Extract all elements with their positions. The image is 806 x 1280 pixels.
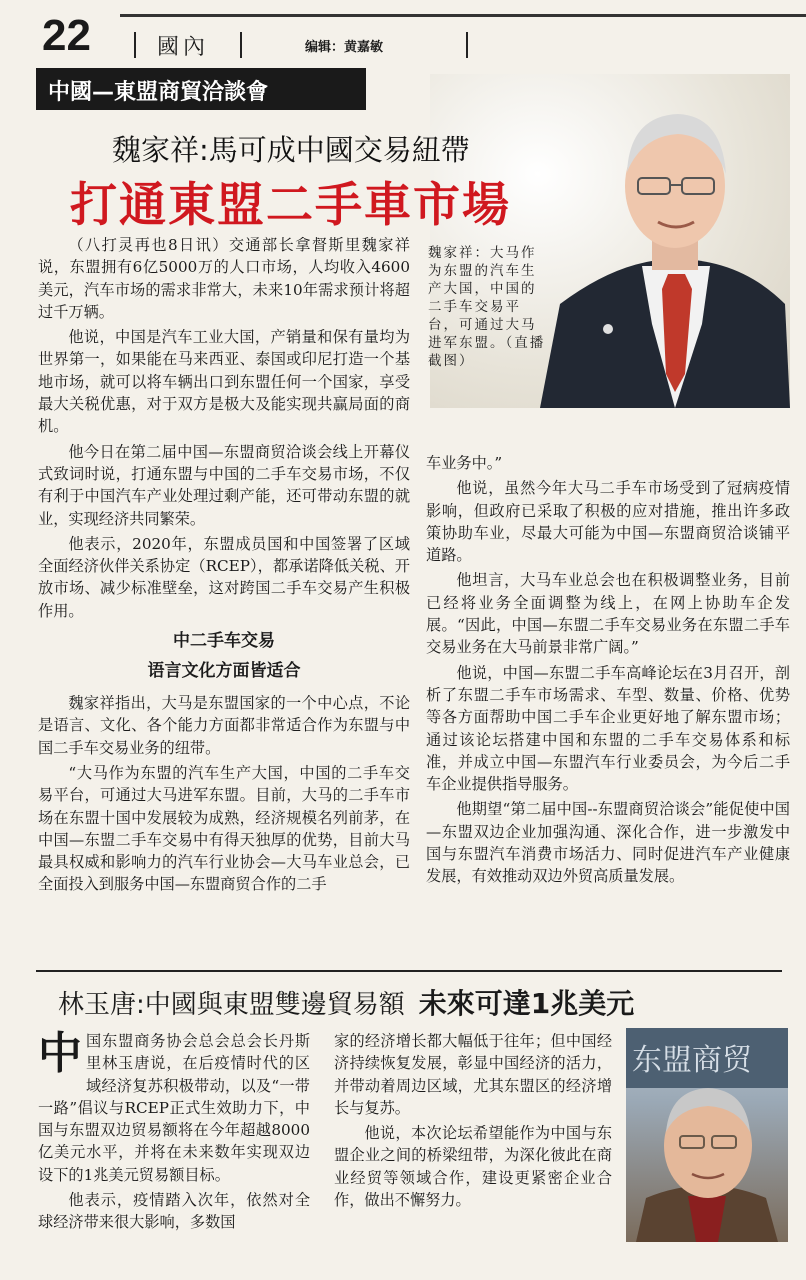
paragraph: 车业务中。” [426, 454, 503, 472]
divider [134, 32, 136, 58]
paragraph: 魏家祥指出，大马是东盟国家的一个中心点，不论是语言、文化、各个能力方面都非常适合作为东盟与中国二手车交易业务的纽带。 [38, 694, 410, 757]
article2-headline [58, 982, 634, 1022]
section-label: 國內 [157, 35, 210, 60]
paragraph: 他表示，2020年，东盟成员国和中国签署了区域全面经济伙伴关系协定（RCEP），都承诺降低关税、开放市场、减少标准壁垒，这对跨国二手车交易产生积极作用。 [38, 534, 410, 620]
article2-title-b: 未來可達1兆美元 [418, 987, 635, 1020]
paragraph-lead [38, 1030, 310, 1186]
paragraph: （八打灵再也8日讯）交通部长拿督斯里魏家祥说，东盟拥有6亿5000万的人口市场，人均收入4600美元，汽车市场的需求非常大，未来10年需求预计将超过千万辆。 [38, 236, 410, 321]
section-divider [36, 970, 782, 972]
page-number: 22 [42, 11, 91, 60]
divider [466, 32, 468, 58]
article2-column-2 [334, 1030, 612, 1214]
paragraph: 他说，中国是汽车工业大国，产销量和保有量均为世界第一，如果能在马来西亚、泰国或印尼打造一个基地市场，就可以将车辆出口到东盟任何一个国家，享受最大关税优惠，对于双方是极大及能实现共赢局面的商机。 [38, 328, 410, 436]
paragraph: 他期望“第二届中国--东盟商贸洽谈会”能促使中国—东盟双边企业加强沟通、深化合作，进一步激发中国与东盟汽车消费市场活力、同时促进汽车产业健康发展，有效推动双边外贸高质量发展。 [426, 800, 790, 886]
section-banner: 中國—東盟商貿洽談會 [36, 68, 366, 110]
article-subtitle: 魏家祥:馬可成中國交易紐帶 [112, 133, 470, 167]
paragraph: 他说，本次论坛希望能作为中国与东盟企业之间的桥梁纽带，为深化彼此在商业经贸等领域合作，建设更紧密企业合作，做出不懈努力。 [334, 1124, 612, 1210]
subhead-line-1: 中二手车交易 [173, 631, 275, 652]
speaker2-photo [626, 1028, 788, 1242]
paragraph: 他说，中国—东盟二手车高峰论坛在3月召开，剖析了东盟二手车市场需求、车型、数量、价格、优势等各方面帮助中国二手车企业更好地了解东盟市场；通过该论坛搭建中国和东盟的二手车交易体系和标准，并成立中国—东盟汽车行业委员会，为今后二手车企业提供指导服务。 [426, 663, 790, 794]
photo-caption: 魏家祥：大马作为东盟的汽车生产大国，中国的二手车交易平台，可通过大马进军东盟。（直播截图） [428, 245, 546, 369]
divider [240, 32, 242, 58]
paragraph: “大马作为东盟的汽车生产大国，中国的二手车交易平台，可通过大马进军东盟。目前，大马的二手车市场在东盟十国中发展较为成熟，经济规模名列前茅，在中国—东盟二手车交易中有得天独厚的优势，目前大马最具权威和影响力的汽车行业协会—大马车业总会，已全面投入到服务中国—东盟商贸合作的二手 [38, 763, 410, 894]
article2-column-1 [38, 1030, 310, 1237]
article1-column-1 [38, 234, 410, 899]
paragraph: 他坦言，大马车业总会也在积极调整业务，目前已经将业务全面调整为线上，在网上协助车企发展。“因此，中国—东盟二手车交易业务在东盟二手车交易业务在大马前景非常广阔。” [426, 571, 790, 657]
paragraph: 他今日在第二届中国—东盟商贸洽谈会线上开幕仪式致词时说，打通东盟与中国的二手车交易市场，不仅有利于中国汽车产业处理过剩产能，还可带动东盟的就业，实现经济共同繁荣。 [38, 442, 410, 528]
editor-credit: 编辑：黄嘉敏 [305, 40, 384, 55]
backdrop-sign-text: 东盟商贸 [632, 1043, 752, 1078]
top-rule [120, 14, 806, 17]
paragraph: 他表示，疫情踏入次年，依然对全球经济带来很大影响，多数国 [38, 1191, 310, 1232]
subhead-line-2: 语言文化方面皆适合 [147, 661, 301, 682]
article2-title-a: 林玉唐:中國與東盟雙邊貿易額 [58, 990, 405, 1020]
article1-column-2 [426, 452, 790, 891]
lead-text: 国东盟商务协会总会总会长丹斯里林玉唐说，在后疫情时代的区域经济复苏积极带动，以及“一带一路”倡议与RCEP正式生效助力下，中国与东盟双边贸易额将在今年超越8000亿美元水平，并将在未来数年实现双边设下的1兆美元贸易额目标。 [38, 1032, 310, 1184]
paragraph: 他说，虽然今年大马二手车市场受到了冠病疫情影响，但政府已采取了积极的应对措施，推出许多政策协助车业，尽最大可能为中国—东盟商贸洽谈铺平道路。 [426, 479, 790, 565]
paragraph: 家的经济增长都大幅低于往年；但中国经济持续恢复发展，彰显中国经济的活力，并带动着周边区域，尤其东盟区的经济增长与复苏。 [334, 1032, 612, 1117]
dropcap: 中 [38, 1028, 82, 1079]
article-title: 打通東盟二手車市場 [70, 178, 511, 233]
